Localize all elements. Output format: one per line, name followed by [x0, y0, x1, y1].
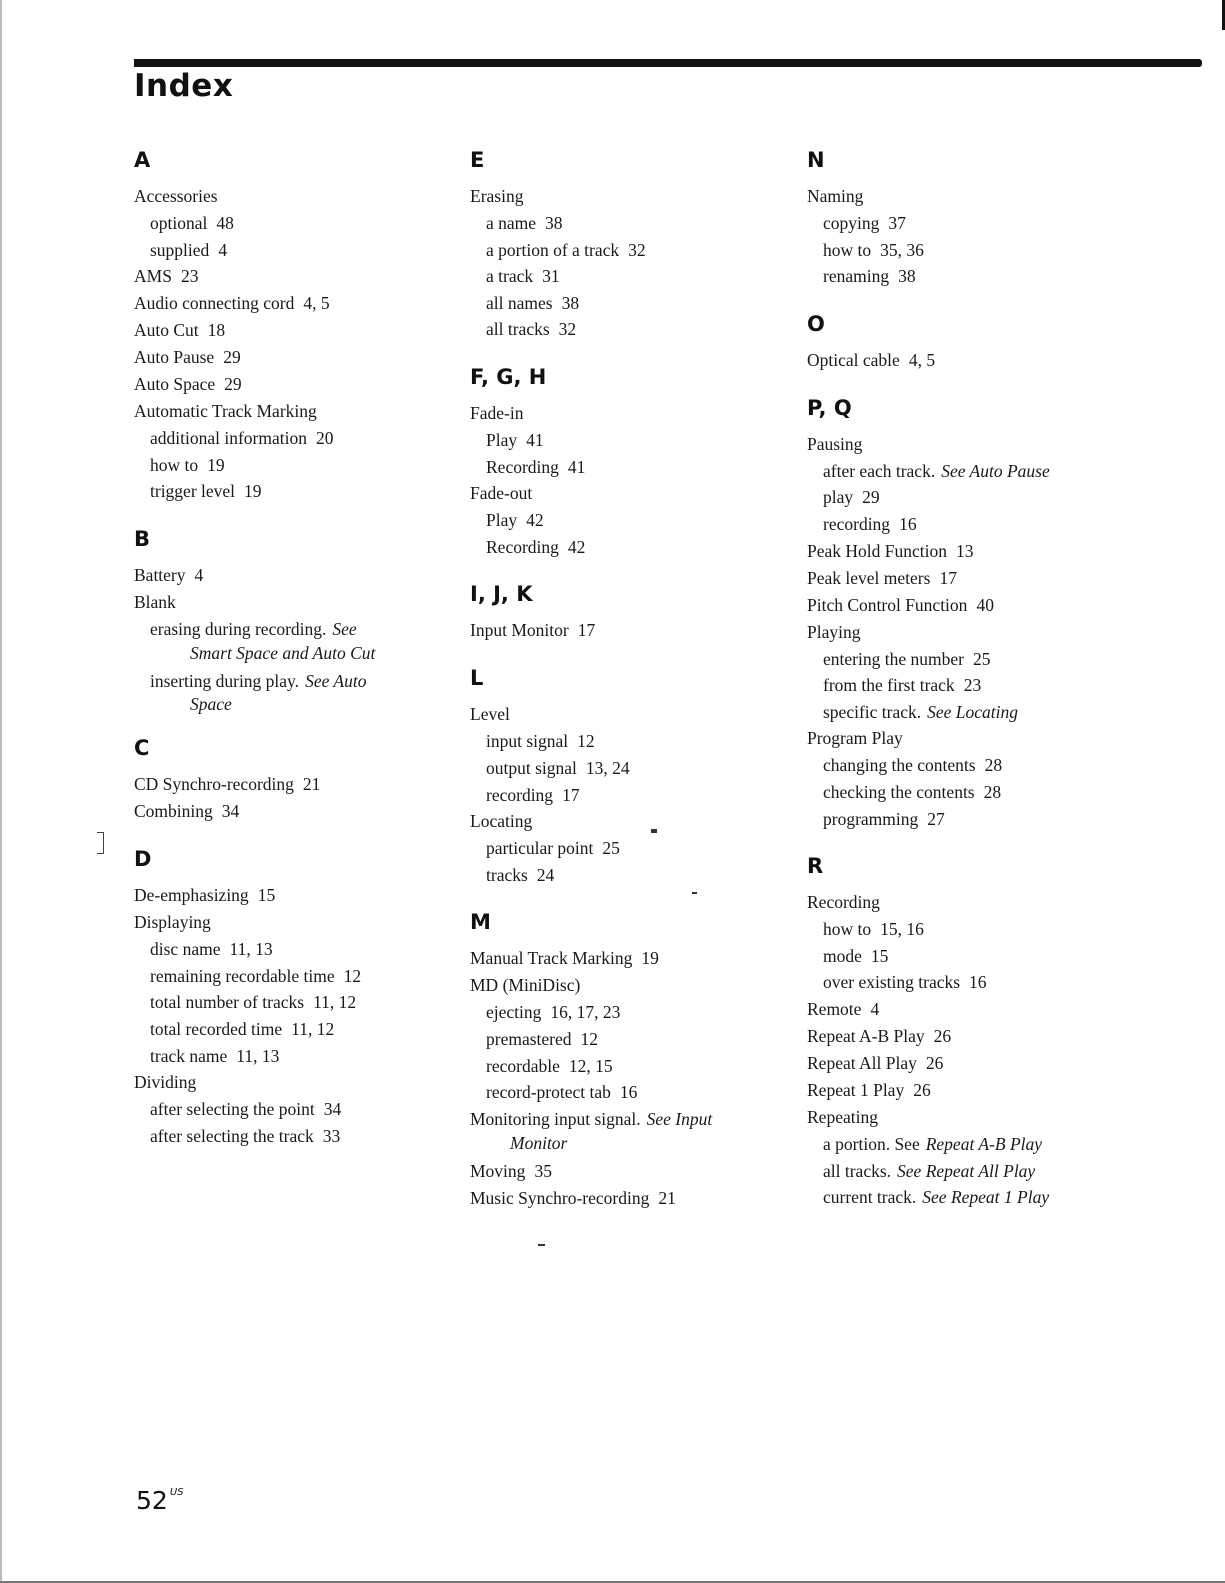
page-reference: 31	[542, 266, 560, 287]
entry-term: Optical cable	[807, 349, 900, 370]
subentry-term: entering the number	[823, 648, 964, 669]
page-reference: 16	[969, 972, 987, 993]
see-reference-continued: Monitor	[510, 1132, 568, 1153]
page-reference: 17	[577, 620, 596, 641]
index-section	[470, 581, 800, 644]
see-reference-continued: Smart Space and Auto Cut	[190, 642, 376, 663]
index-section	[807, 853, 1137, 1211]
subentry-term: how to	[823, 239, 872, 260]
page-reference: 15	[257, 885, 276, 906]
entry-term: Blank	[134, 591, 176, 612]
page-reference: 34	[323, 1099, 342, 1120]
header-rule	[134, 59, 1202, 67]
subentry-term: renaming	[823, 266, 890, 287]
page-reference: 17	[562, 784, 580, 805]
subentry-term: record-protect tab	[486, 1082, 611, 1103]
page-reference: 17	[939, 567, 957, 588]
index-entry	[134, 398, 464, 425]
page-reference: 29	[224, 374, 242, 395]
subentry-term: track name	[150, 1045, 228, 1066]
subentry-term: mode	[823, 945, 862, 966]
section-letter: P, Q	[807, 395, 852, 420]
subentry-term: particular point	[486, 838, 594, 859]
entry-term: AMS	[134, 266, 172, 287]
index-entry	[807, 996, 1137, 1023]
page-reference: 37	[888, 213, 906, 233]
index-subentry	[134, 668, 464, 715]
index-subentry	[134, 237, 464, 264]
index-section	[470, 909, 800, 1211]
index-entry	[134, 909, 464, 936]
index-subentry	[134, 616, 464, 663]
see-reference: See Repeat All Play	[897, 1160, 1036, 1181]
subentry-term: recording	[486, 784, 554, 805]
subentry-term: remaining recordable time	[150, 965, 335, 986]
index-entry	[470, 945, 800, 972]
subentry-term: a track	[486, 266, 534, 287]
subentry-term: recordable	[486, 1055, 560, 1076]
page-reference: 12	[577, 731, 595, 752]
page-reference: 38	[561, 292, 580, 313]
page-reference: 11, 12	[313, 992, 357, 1013]
index-subentry	[470, 316, 800, 343]
page-reference: 19	[641, 948, 659, 969]
index-subentry	[470, 427, 800, 454]
index-subentry	[470, 263, 800, 290]
subentry-term: over existing tracks	[823, 972, 961, 993]
page-reference: 26	[925, 1052, 944, 1073]
index-entry	[470, 617, 800, 644]
subentry-term: all tracks	[486, 319, 550, 340]
index-subentry	[807, 943, 1137, 970]
index-entry	[807, 431, 1137, 458]
entry-term: Auto Space	[134, 374, 216, 395]
page-reference: 29	[223, 347, 241, 368]
subentry-term: after selecting the point	[150, 1099, 315, 1120]
index-subentry	[470, 1079, 800, 1106]
index-entry	[470, 480, 800, 507]
page-reference: 48	[216, 213, 234, 233]
index-subentry	[470, 999, 800, 1026]
entry-term: Dividing	[134, 1072, 197, 1093]
subentry-term: tracks	[486, 864, 528, 885]
index-subentry	[807, 1184, 1137, 1211]
index-entry	[134, 183, 464, 210]
margin-bracket-mark	[97, 832, 104, 854]
index-subentry	[134, 1043, 464, 1070]
scan-speck	[538, 1244, 545, 1246]
index-section	[807, 311, 1137, 374]
index-entry	[807, 1104, 1137, 1131]
page-reference: 27	[927, 808, 945, 829]
subentry-term: disc name	[150, 939, 221, 960]
entry-term: Auto Cut	[134, 320, 199, 341]
index-subentry	[807, 779, 1137, 806]
subentry-term: Play	[486, 510, 518, 531]
index-entry	[470, 400, 800, 427]
index-subentry	[134, 1123, 464, 1150]
entry-term: Erasing	[470, 186, 524, 206]
page-reference: 35	[534, 1160, 552, 1181]
index-subentry	[807, 210, 1137, 237]
page-reference: 42	[567, 536, 586, 557]
subentry-term: erasing during recording.	[150, 618, 327, 639]
subentry-term: how to	[150, 454, 199, 475]
page-reference: 28	[983, 781, 1002, 802]
subentry-term: checking the contents	[823, 781, 975, 802]
index-entry	[470, 183, 800, 210]
page-reference: 11, 12	[291, 1018, 335, 1039]
page-reference: 12	[343, 965, 362, 986]
subentry-term: how to	[823, 919, 872, 940]
index-subentry	[470, 1026, 800, 1053]
subentry-term: all names	[486, 292, 553, 313]
index-entry	[470, 808, 800, 835]
entry-term: Locating	[470, 811, 533, 832]
index-entry	[134, 371, 464, 398]
entry-term: Battery	[134, 564, 186, 585]
index-entry	[807, 619, 1137, 646]
index-subentry	[134, 1096, 464, 1123]
subentry-term: from the first track	[823, 675, 955, 696]
subentry-term: output signal	[486, 757, 577, 778]
page-reference: 12, 15	[568, 1055, 613, 1076]
entry-term: Monitoring input signal.	[470, 1108, 641, 1129]
page-reference: 21	[302, 774, 321, 795]
subentry-term: specific track.	[823, 701, 922, 722]
page-reference: 25	[602, 838, 620, 859]
page-reference: 20	[315, 428, 334, 449]
subentry-term: a portion of a track	[486, 239, 620, 260]
page-reference: 19	[244, 481, 262, 502]
index-section	[134, 147, 464, 505]
subentry-term: premastered	[486, 1028, 572, 1049]
index-subentry	[134, 478, 464, 505]
entry-term: Music Synchro-recording	[470, 1187, 650, 1208]
index-subentry	[134, 210, 464, 237]
subentry-term: optional	[150, 213, 208, 233]
index-subentry	[470, 782, 800, 809]
section-letter: R	[807, 854, 824, 879]
index-subentry	[470, 728, 800, 755]
index-subentry	[807, 484, 1137, 511]
entry-term: Program Play	[807, 728, 903, 749]
index-subentry	[470, 534, 800, 561]
index-subentry	[807, 458, 1137, 485]
subentry-term: a name	[486, 213, 537, 233]
left-scan-edge	[0, 0, 2, 1583]
page-reference: 19	[207, 454, 225, 475]
index-subentry	[470, 290, 800, 317]
subentry-term: ejecting	[486, 1002, 542, 1023]
index-entry	[807, 889, 1137, 916]
index-subentry	[807, 511, 1137, 538]
index-entry	[807, 565, 1137, 592]
index-subentry	[134, 425, 464, 452]
subentry-term: after each track.	[823, 460, 936, 481]
section-letter: E	[470, 148, 485, 172]
section-letter: I, J, K	[470, 582, 533, 607]
entry-term: Automatic Track Marking	[134, 401, 317, 422]
entry-term: Repeating	[807, 1106, 878, 1127]
index-entry	[470, 1185, 800, 1212]
page-reference: 4, 5	[908, 349, 936, 370]
page-reference: 11, 13	[229, 939, 273, 960]
index-section	[134, 526, 464, 714]
index-section	[807, 395, 1137, 832]
entry-term: Naming	[807, 186, 864, 206]
page-reference: 32	[628, 239, 646, 260]
subentry-term: Play	[486, 429, 518, 450]
page-reference: 13, 24	[585, 757, 630, 778]
index-subentry	[134, 1016, 464, 1043]
page-reference: 23	[963, 675, 982, 696]
index-entry	[470, 1158, 800, 1185]
subentry-term: additional information	[150, 428, 307, 449]
page-number	[136, 1486, 183, 1515]
subentry-term: copying	[823, 213, 880, 233]
index-subentry	[807, 1158, 1137, 1185]
index-subentry	[470, 835, 800, 862]
page-reference: 29	[862, 487, 880, 508]
index-entry	[134, 263, 464, 290]
index-subentry	[470, 755, 800, 782]
index-entry	[807, 347, 1137, 374]
index-subentry	[807, 1131, 1137, 1158]
entry-term: MD (MiniDisc)	[470, 975, 581, 996]
page-reference: 21	[658, 1187, 676, 1208]
index-entry	[807, 725, 1137, 752]
index-subentry	[807, 916, 1137, 943]
entry-term: Moving	[470, 1160, 526, 1181]
section-letter: M	[470, 910, 491, 935]
index-subentry	[807, 263, 1137, 290]
index-subentry	[807, 969, 1137, 996]
index-entry	[807, 592, 1137, 619]
index-entry	[134, 317, 464, 344]
page-reference: 11, 13	[236, 1045, 280, 1066]
page-reference: 33	[322, 1125, 341, 1146]
scan-speck	[651, 829, 657, 833]
page-reference: 42	[526, 510, 544, 531]
index-subentry	[470, 237, 800, 264]
subentry-term: recording	[823, 513, 891, 534]
see-reference: See Repeat 1 Play	[922, 1187, 1050, 1208]
page-reference: 4	[870, 998, 880, 1019]
page-reference: 13	[956, 540, 974, 561]
entry-term: Input Monitor	[470, 620, 569, 641]
entry-term: Manual Track Marking	[470, 948, 633, 969]
page-reference: 15	[870, 945, 889, 966]
see-reference: See Auto Pause	[941, 460, 1050, 481]
page-reference: 12	[580, 1028, 599, 1049]
index-entry	[134, 1069, 464, 1096]
subentry-term: total recorded time	[150, 1018, 283, 1039]
index-subentry	[134, 963, 464, 990]
subentry-term: total number of tracks	[150, 992, 305, 1013]
page-reference: 4	[194, 564, 204, 585]
section-letter: C	[134, 736, 150, 761]
index-subentry	[470, 862, 800, 889]
page-reference: 24	[536, 864, 555, 885]
see-reference-continued: Space	[190, 694, 232, 715]
subentry-term: Recording	[486, 456, 559, 477]
page-reference: 28	[984, 755, 1003, 776]
index-subentry	[470, 454, 800, 481]
index-subentry	[807, 237, 1137, 264]
subentry-term: all tracks.	[823, 1160, 892, 1181]
index-entry	[470, 1106, 800, 1153]
index-section	[470, 665, 800, 888]
entry-term: Repeat A-B Play	[807, 1025, 925, 1046]
section-letter: D	[134, 847, 152, 872]
page-reference: 16, 17, 23	[550, 1002, 621, 1023]
see-reference: Repeat A-B Play	[925, 1133, 1043, 1154]
entry-term: Pausing	[807, 433, 863, 454]
page-reference: 38	[898, 266, 916, 287]
page-title: Index	[134, 68, 234, 104]
index-column-a-d	[134, 142, 464, 1170]
scan-speck	[692, 892, 697, 894]
entry-term: Playing	[807, 621, 861, 642]
entry-term: Recording	[807, 892, 880, 913]
section-letter: L	[470, 666, 484, 691]
page-reference: 15, 16	[880, 919, 924, 940]
index-column-n-r	[807, 142, 1137, 1232]
entry-term: Peak Hold Function	[807, 540, 947, 561]
entry-term: Peak level meters	[807, 567, 931, 588]
subentry-term: inserting during play.	[150, 670, 300, 691]
index-section	[807, 147, 1137, 290]
see-reference: See Input	[646, 1108, 713, 1129]
entry-term: Level	[470, 704, 510, 725]
index-entry	[807, 538, 1137, 565]
page-reference: 26	[913, 1079, 931, 1100]
index-entry	[134, 562, 464, 589]
see-reference: See Locating	[927, 701, 1019, 722]
page-reference: 40	[976, 594, 994, 615]
entry-term: Displaying	[134, 912, 211, 933]
page-reference: 35, 36	[880, 239, 924, 260]
index-subentry	[807, 646, 1137, 673]
index-subentry	[807, 752, 1137, 779]
index-entry	[134, 344, 464, 371]
page-reference: 41	[567, 456, 586, 477]
index-entry	[134, 589, 464, 616]
subentry-term: a portion. See	[823, 1133, 920, 1154]
index-entry	[134, 290, 464, 317]
page-reference: 4	[218, 239, 228, 260]
index-entry	[807, 1023, 1137, 1050]
index-subentry	[470, 507, 800, 534]
index-entry	[470, 701, 800, 728]
subentry-term: programming	[823, 808, 919, 829]
index-entry	[470, 972, 800, 999]
entry-term: Auto Pause	[134, 347, 215, 368]
subentry-term: trigger level	[150, 481, 236, 502]
subentry-term: changing the contents	[823, 755, 976, 776]
page-reference: 34	[221, 801, 240, 822]
subentry-term: after selecting the track	[150, 1125, 314, 1146]
index-subentry	[134, 936, 464, 963]
subentry-term: input signal	[486, 731, 569, 752]
page-reference: 16	[899, 513, 917, 534]
entry-term: CD Synchro-recording	[134, 774, 294, 795]
page-number-suffix: US	[169, 1487, 184, 1498]
index-subentry	[134, 452, 464, 479]
page-reference: 16	[619, 1082, 638, 1103]
section-letter: F, G, H	[470, 364, 547, 389]
index-section	[470, 147, 800, 343]
index-column-e-m	[470, 142, 800, 1233]
index-entry	[134, 882, 464, 909]
section-letter: O	[807, 311, 825, 336]
subentry-term: Recording	[486, 536, 559, 557]
section-letter: B	[134, 526, 151, 551]
page-reference: 18	[207, 320, 226, 341]
entry-term: Combining	[134, 801, 213, 822]
index-subentry	[470, 210, 800, 237]
page-reference: 23	[180, 266, 199, 287]
index-section	[134, 735, 464, 825]
page-number-value: 52	[136, 1486, 168, 1515]
subentry-term: play	[823, 487, 854, 508]
page-reference: 4, 5	[303, 293, 330, 314]
index-subentry	[807, 672, 1137, 699]
see-reference: See Auto	[305, 670, 367, 691]
subentry-term: supplied	[150, 239, 210, 260]
index-subentry	[807, 806, 1137, 833]
entry-term: Repeat 1 Play	[807, 1079, 905, 1100]
index-entry	[807, 183, 1137, 210]
entry-term: Fade-in	[470, 402, 524, 423]
entry-term: Remote	[807, 998, 862, 1019]
page-reference: 25	[972, 648, 991, 669]
entry-term: Audio connecting cord	[134, 293, 295, 314]
entry-term: De-emphasizing	[134, 885, 249, 906]
entry-term: Pitch Control Function	[807, 594, 968, 615]
page-reference: 26	[933, 1025, 952, 1046]
entry-term: Repeat All Play	[807, 1052, 917, 1073]
index-section	[134, 846, 464, 1149]
index-entry	[134, 798, 464, 825]
index-section	[470, 364, 800, 560]
section-letter: N	[807, 148, 825, 172]
index-entry	[807, 1050, 1137, 1077]
section-letter: A	[134, 148, 151, 172]
index-subentry	[470, 1053, 800, 1080]
page-reference: 32	[558, 319, 577, 340]
see-reference: See	[332, 618, 357, 639]
page-reference: 38	[545, 213, 563, 233]
index-entry	[134, 771, 464, 798]
index-subentry	[807, 699, 1137, 726]
entry-term: Accessories	[134, 186, 218, 206]
entry-term: Fade-out	[470, 483, 533, 504]
index-entry	[807, 1077, 1137, 1104]
page-reference: 41	[526, 429, 544, 450]
subentry-term: current track.	[823, 1187, 917, 1208]
index-subentry	[134, 989, 464, 1016]
